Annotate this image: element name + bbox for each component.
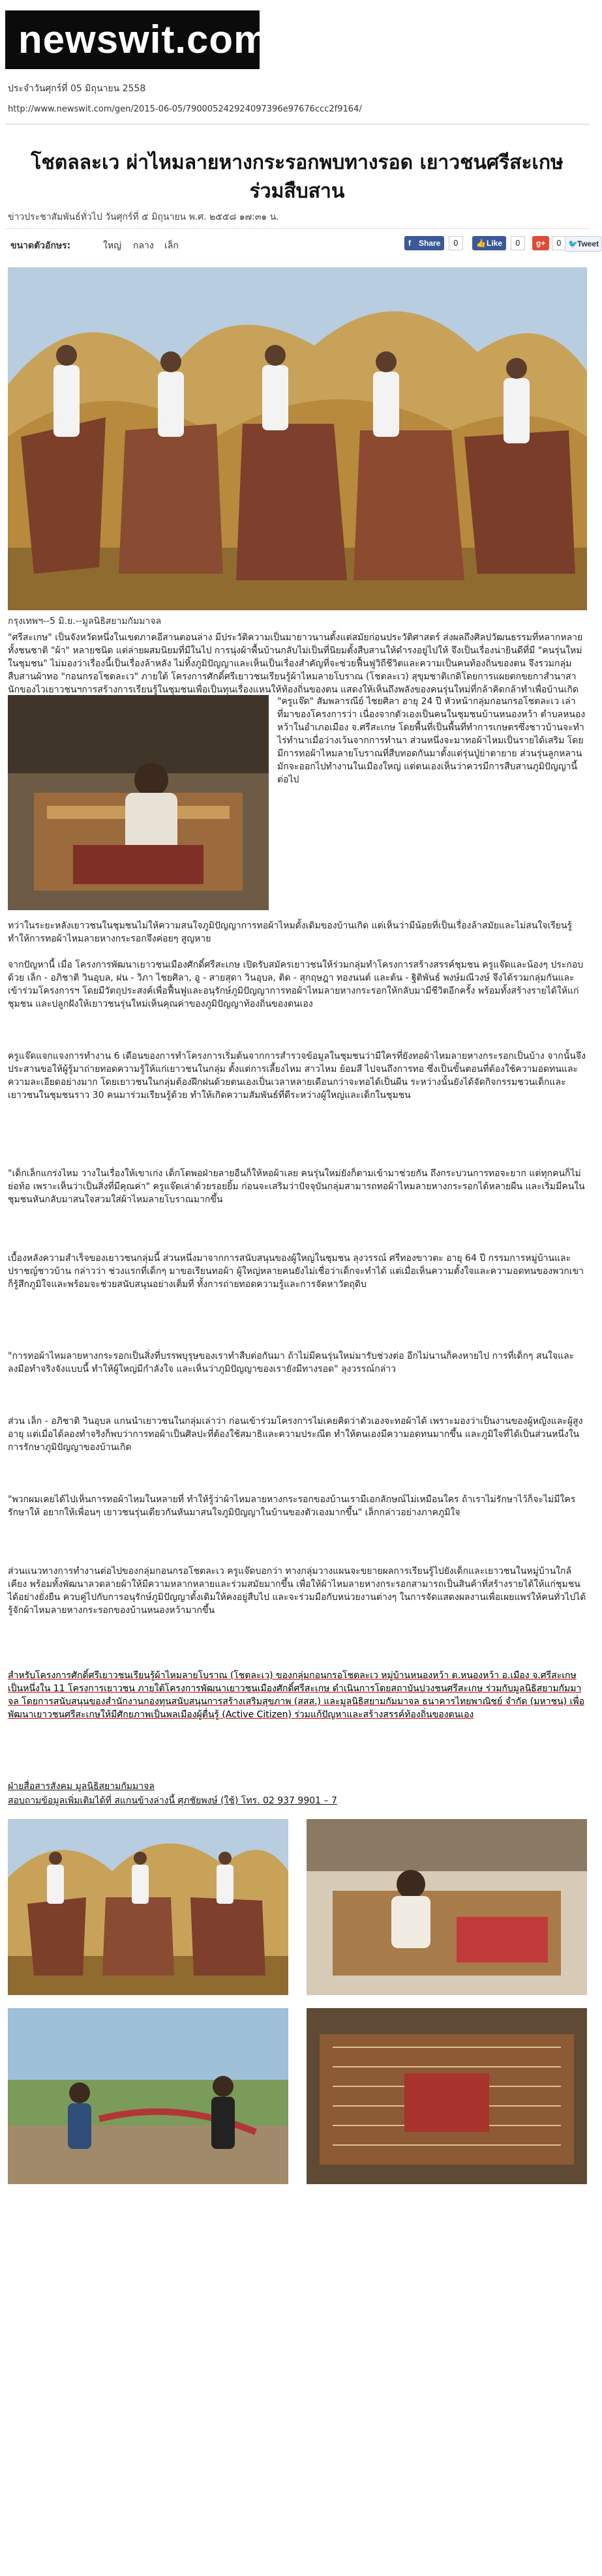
facebook-share-count: 0 bbox=[449, 236, 463, 250]
site-logo[interactable]: newswit.com bbox=[5, 10, 260, 69]
article-toolbar bbox=[5, 228, 599, 261]
weaving-photo-small bbox=[307, 1819, 587, 1995]
facebook-like-label: Like bbox=[487, 239, 503, 248]
font-size-large-button[interactable]: ใหญ่ bbox=[103, 241, 121, 251]
weaving-photo bbox=[8, 695, 269, 910]
tweet-label: Tweet bbox=[577, 239, 599, 248]
loom-detail-photo bbox=[307, 2008, 587, 2184]
contact-info: สอบถามข้อมูลเพิ่มเติมได้ที่ สแกนข้างล่างนี้ ศุภชัยพงษ์ (ใช้) โทร. 02 937 9901 – 7 bbox=[8, 1796, 337, 1806]
paragraph: "พวกผมเคยได้ไปเห็นการทอผ้าไหมในหลายที่ ทำให้รู้ว่าผ้าไหมลายหางกระรอกของบ้านเรามีเอกลักษณ์ไม่เหมือนใคร ถ้าเราไม่รักษาไว้ก็จะไม่มีใครรักษาให้ อยากให้เพื่อนๆ เยาวชนรุ่นเดียวกันหันมาสนใจภูมิปัญญาในบ้านของตัวเองมากขึ้น" เล็กกล่าวอย่างภาคภูมิใจ bbox=[8, 1494, 576, 1518]
facebook-icon: f bbox=[408, 239, 411, 248]
google-plus-icon: g+ bbox=[536, 239, 546, 248]
paragraph: "การทอผ้าไหมลายหางกระรอกเป็นสิ่งที่บรรพบุรุษของเราทำสืบต่อกันมา ถ้าไม่มีคนรุ่นใหม่มารับช่วงต่อ อีกไม่นานก็คงหายไป การที่เด็กๆ สนใจและลงมือทำจริงจังแบบนี้ ทำให้ผู้ใหญ่มีกำลังใจ และเห็นว่าภูมิปัญญาของเรายังมีทางรอด" ลุงวรรณ์กล่าว bbox=[8, 1351, 575, 1374]
google-plus-count: 0 bbox=[552, 236, 566, 250]
thumbs-up-icon: 👍 bbox=[476, 239, 486, 248]
font-size-medium-button[interactable]: กลาง bbox=[133, 241, 154, 251]
outdoor-weaving-photo bbox=[8, 2008, 288, 2184]
group-photo-small bbox=[8, 1819, 288, 1995]
article-headline: โชตลละเว ผ่าไหมลายหางกระรอกพบทางรอด เยาวชนศรีสะเกษร่วมสืบสาน bbox=[31, 151, 564, 203]
facebook-share-label: Share bbox=[419, 239, 441, 248]
twitter-bird-icon: 🐦 bbox=[568, 239, 578, 248]
facebook-like-button[interactable] bbox=[472, 236, 506, 250]
article-byline: ข่าวประชาสัมพันธ์ทั่วไป วันศุกร์ที่ ๕ มิถุนายน พ.ศ. ๒๕๕๘ ๑๗:๓๑ น. bbox=[8, 212, 279, 222]
main-photo bbox=[8, 267, 587, 610]
paragraph: "เด็กเล็กแกร่งไหม วางในเรื่องให้เขาเก่ง เด็กโตพอฝ่ายลายอืนก็ให้หอผ้าเลย คนรุ่นใหม่ยังก็ตามเข้ามาช่วยกัน ถึงกระบวนการทอจะยาก แต่ทุกคนก็ไม่ย่อท้อ เพราะเห็นว่าเป็นสิ่งที่มีคุณค่า" ครูแจ๊ดเล่าด้วยรอยยิ้ม ก่อนจะเสริมว่าปัจจุบันกลุ่มสามารถทอผ้าไหมลายหางกระรอกได้หลายผืน และเริ่มมีคนในชุมชนหันกลับมาสนใจสวมใส่ผ้าไหมลายโบราณมากขึ้น bbox=[8, 1168, 585, 1205]
divider bbox=[5, 124, 589, 125]
paragraph: จากปัญหานี้ เมื่อ โครงการพัฒนาเยาวชนเมืองศักดิ์ศรีสะเกษ เปิดรับสมัครเยาวชนให้ร่วมกลุ่มทำโครงการสร้างสรรค์ชุมชน ครูแจ๊ดและน้องๆ ประกอบด้วย เล็ก - อภิชาติ วินอุบล, ฝน - วิภา ไชยศิลา, อู - สายสุดา วินอุบล, ติด - สุกฤษฎา ทองนนต์ และต้น - ฐิติพันธ์ พงษ์มณีวงษ์ จึงได้รวมกลุ่มกันและเข้าร่วมโครงการฯ โดยมีวัตถุประสงค์เพื่อฟื้นฟูและอนุรักษ์ภูมิปัญญาการทอผ้าไหมลายหางกระรอกให้กลับมามีชีวิตอีกครั้ง พร้อมทั้งสร้างรายได้ให้แก่ชุมชน และปลูกฝังให้เยาวชนรุ่นใหม่เห็นคุณค่าของภูมิปัญญาท้องถิ่นของตนเอง bbox=[8, 960, 584, 1009]
font-size-label: ขนาดตัวอักษร: bbox=[10, 241, 71, 251]
facebook-share-button[interactable] bbox=[404, 236, 444, 250]
facebook-like-count: 0 bbox=[511, 236, 525, 250]
paragraph: ครูแจ๊ดแจกแจงการทำงาน 6 เดือนของการทำโครงการเริ่มต้นจากการสำรวจข้อมูลในชุมชนว่ามีใครที่ยังทอผ้าไหมลายหางกระรอกเป็นบ้าง จากนั้นจึงประสานขอให้ผู้รู้มาถ่ายทอดความรู้ให้แก่เยาวชนในกลุ่ม ตั้งแต่การเลี้ยงไหม สาวไหม ย้อมสี ไปจนถึงการทอ ซึ่งเป็นขั้นตอนที่ต้องใช้ความอดทนและความละเอียดอย่างมาก โดยเยาวชนในกลุ่มต้องฝึกฝนด้วยตนเองเป็นเวลาหลายเดือนกว่าจะทอได้เป็นผืน ระหว่างนั้นยังได้จัดกิจกรรมชวนเด็กและเยาวชนในชุมชนราว 30 คนมาร่วมเรียนรู้ด้วย ทำให้เกิดความสัมพันธ์ที่ดีระหว่างผู้ใหญ่และเด็กในชุมชน bbox=[8, 1051, 586, 1101]
toolbar-top-border bbox=[5, 228, 589, 229]
font-size-small-button[interactable]: เล็ก bbox=[164, 241, 179, 251]
paragraph: "ศรีสะเกษ" เป็นจังหวัดหนึ่งในเขตภาคอีสานตอนล่าง มีประวัติความเป็นมายาวนานตั้งแต่สมัยก่อนประวัติศาสตร์ ส่งผลถึงศิลปวัฒนธรรมที่หลากหลายทั้งชนชาติ "ผ้า" หลายชนิด แต่ล่ายผสมนิยมที่มีในไป การนุ่งผ้าพื้นบ้านกลับไม่เป็นที่นิยมตั้งสืบสานให้ดำรงอยู่ไปให้ จึงเป็นเรื่องน่ายินดีที่มี "คนรุ่นใหม่ในชุมชน" ไม่มองว่าเรื่องนี้เป็นเรื่องล้าหลัง ไม่ทิ้งภูมิปัญญาและเห็นเป็นเรื่องสำคัญที่จะช่วยฟื้นฟูวิถีชีวิตและความเป็นคนท้องถิ่นของตน จึงรวมกลุ่มสืบสานผ้าทอ "กอนกรอโชตละเว" ภายใต้ โครงการศักดิ์ศรีเยาวชนเรียนรู้ผ้าไหมลายโบราณ (โชตละเว) สุขุมชาติเกดิโดยการแผยตกขยกาสำนาสานักของไวเยาวชนฯการสร้างการเรียนรู้ในชุมชนเพื่อเป็นทุนเรื่องแหนให้ท้องถิ่นของตน แสดงให้เห็นถึงพลังของคนรุ่นใหม่ที่กล้าคิดกล้าทำเพื่อบ้านเกิด bbox=[8, 632, 583, 695]
paragraph: ทว่าในระยะหลังเยาวชนในชุมชนไม่ให้ความสนใจภูมิปัญญาการทอผ้าไหมดั้งเดิมของบ้านเกิด แต่เห็นว่ามีน้อยที่เป็นเรื่องล้าสมัยและไม่สนใจเรียนรู้ ทำให้การทอผ้าไหมลายหางกระรอกจึงค่อยๆ สูญหาย bbox=[8, 921, 573, 944]
paragraph: เบื้องหลังความสำเร็จของเยาวชนกลุ่มนี้ ส่วนหนึ่งมาจากการสนับสนุนของผู้ใหญ่ในชุมชน ลุงวรรณ์ ศรีทองขาวตะ อายุ 64 ปี กรรมการหมู่บ้านและปราชญ์ชาวบ้าน กล่าวว่า ช่วงแรกที่เด็กๆ มาขอเรียนทอผ้า ผู้ใหญ่หลายคนยังไม่เชื่อว่าเด็กจะทำได้ แต่เมื่อเห็นความตั้งใจและความอดทนของพวกเขา ก็รู้สึกภูมิใจและพร้อมจะช่วยสนับสนุนอย่างเต็มที่ ทั้งการถ่ายทอดความรู้และการจัดหาวัตถุดิบ bbox=[8, 1253, 584, 1290]
paragraph: ส่วน เล็ก - อภิชาติ วินอุบล แกนนำเยาวชนในกลุ่มเล่าว่า ก่อนเข้าร่วมโครงการไม่เคยคิดว่าตัวเองจะทอผ้าได้ เพราะมองว่าเป็นงานของผู้หญิงและผู้สูงอายุ แต่เมื่อได้ลองทำจริงก็พบว่าการทอผ้าเป็นศิลปะที่ต้องใช้สมาธิและความประณีต ทำให้ตนเองมีความอดทนมากขึ้น และภูมิใจที่ได้เป็นส่วนหนึ่งในการรักษาภูมิปัญญาของบ้านเกิด bbox=[8, 1416, 583, 1453]
article-url: http://www.newswit.com/gen/2015-06-05/790005242924097396e97676ccc2f9164/ bbox=[8, 104, 362, 114]
published-date: ประจำวันศุกร์ที่ 05 มิถุนายน 2558 bbox=[8, 83, 146, 94]
project-highlight-paragraph: สำหรับโครงการศักดิ์ศรีเยาวชนเรียนรู้ผ้าไหมลายโบราณ (โชตละเว) ของกลุ่มกอนกรอโชตละเว หมู่บ้านหนองหว้า ต.หนองหว้า อ.เมือง จ.ศรีสะเกษ เป็นหนึ่งใน 11 โครงการเยาวชน ภายใต้โครงการพัฒนาเยาวชนเมืองศักดิ์ศรีสะเกษ ดำเนินการโดยสถาบันปวงชนศรีสะเกษ ร่วมกับมูลนิธิสยามกัมมาจล โดยการสนับสนุนของสำนักงานกองทุนสนับสนุนการสร้างเสริมสุขภาพ (สสส.) และมูลนิธิสยามกัมมาจล ธนาคารไทยพาณิชย์ จำกัด (มหาชน) เพื่อพัฒนาเยาวชนศรีสะเกษให้มีศักยภาพเป็นพลเมืองผู้ตื่นรู้ (Active Citizen) ร่วมแก้ปัญหาและสร้างสรรค์ท้องถิ่นของตนเอง bbox=[8, 1670, 584, 1720]
paragraph: "ครูแจ๊ด" สัมพลารณีย์ ไชยศิลา อายุ 24 ปี หัวหน้ากลุ่มกอนกรอโชตละเว เล่าที่มาของโครงการว่า เนื่องจากตัวเองเป็นคนในชุมชนบ้านหนองหว้า ตำบลหนองหว้าในอำเภอเมือง จ.ศรีสะเกษ โดยพื้นที่เป็นพื้นที่ทำการเกษตรซึ่งชาวบ้านจะทำไร่ทำนาเมื่อว่างเว้นจากการทำนา ส่วนหนึ่งจะมาทอผ้าไหมเป็นรายได้เสริม โดยมีการทอผ้าไหมลายโบราณที่สืบทอดกันมาตั้งแต่รุ่นปู่ย่าตายาย ส่วนรุ่นลูกหลานมักจะออกไปทำงานในเมืองใหญ่ แต่ตนเองเห็นว่าควรมีการสืบสานภูมิปัญญานี้ต่อไป bbox=[277, 696, 586, 785]
photo-caption: กรุงเทพฯ--5 มิ.ย.--มูลนิธิสยามกัมมาจล bbox=[8, 616, 162, 627]
source-organization: ฝ่ายสื่อสารสังคม มูลนิธิสยามกัมมาจล bbox=[8, 1781, 155, 1792]
tweet-button[interactable] bbox=[565, 236, 602, 252]
paragraph: ส่วนแนวทางการทำงานต่อไปของกลุ่มกอนกรอโชตละเว ครูแจ๊ดบอกว่า ทางกลุ่มวางแผนจะขยายผลการเรียนรู้ไปยังเด็กและเยาวชนในหมู่บ้านใกล้เคียง พร้อมทั้งพัฒนาลวดลายผ้าให้มีความหลากหลายและร่วมสมัยมากขึ้น เพื่อให้ผ้าไหมลายหางกระรอกสามารถเป็นสินค้าที่สร้างรายได้ให้แก่ชุมชนได้อย่างยั่งยืน ควบคู่ไปกับการอนุรักษ์ภูมิปัญญาดั้งเดิมให้คงอยู่สืบไป และจะร่วมมือกับหน่วยงานต่างๆ ในการจัดแสดงผลงานเพื่อเผยแพร่ให้คนทั่วไปได้รู้จักผ้าไหมลายหางกระรอกของบ้านหนองหว้ามากขึ้น bbox=[8, 1566, 586, 1616]
google-plus-button[interactable] bbox=[532, 236, 549, 250]
